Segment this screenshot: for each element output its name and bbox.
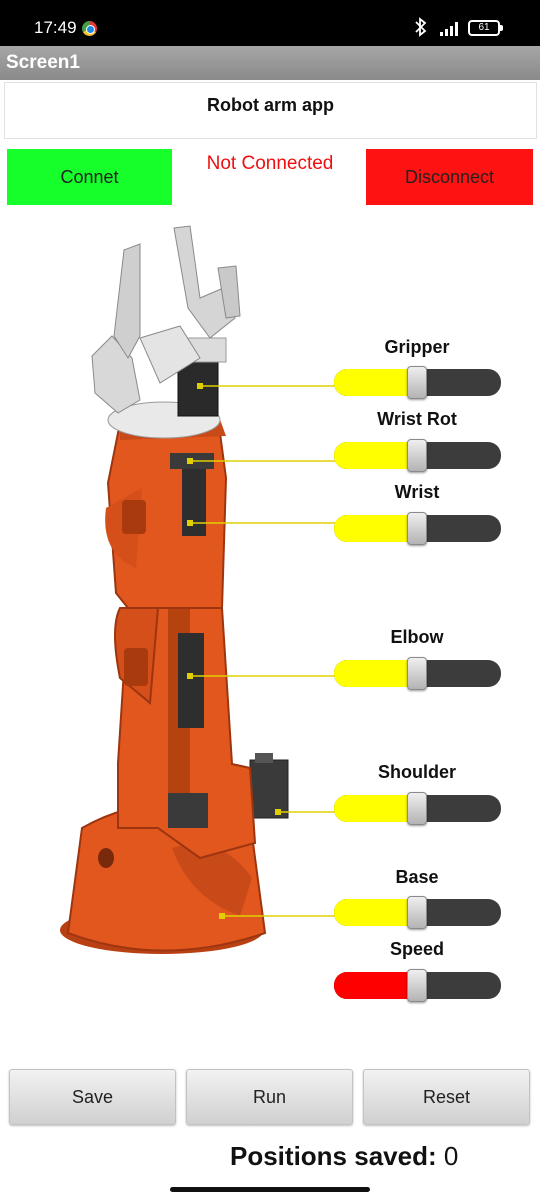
slider-fill: [334, 795, 418, 822]
battery-icon: 61: [468, 20, 500, 36]
gripper-slider[interactable]: [334, 369, 501, 396]
elbow-slider[interactable]: [334, 660, 501, 687]
slider-fill: [334, 899, 418, 926]
shoulder-slider[interactable]: [334, 795, 501, 822]
screen-title: Screen1: [6, 52, 80, 73]
status-time: 17:49: [34, 18, 77, 37]
wrist-rot-slider[interactable]: [334, 442, 501, 469]
slider-thumb[interactable]: [407, 439, 427, 472]
slider-thumb[interactable]: [407, 792, 427, 825]
slider-thumb[interactable]: [407, 366, 427, 399]
status-bar: [0, 0, 540, 46]
screen-title-bar: [0, 46, 540, 80]
positions-saved-count: 0: [443, 1141, 459, 1171]
disconnect-button[interactable]: Disconnect: [366, 149, 533, 205]
connection-status: Not Connected: [206, 153, 334, 174]
wrist-label: Wrist: [394, 482, 440, 502]
elbow-label: Elbow: [390, 627, 444, 647]
speed-label: Speed: [389, 939, 445, 959]
slider-fill: [334, 972, 418, 999]
slider-fill: [334, 369, 418, 396]
app-title: Robot arm app: [4, 82, 537, 139]
wrist-slider[interactable]: [334, 515, 501, 542]
base-slider[interactable]: [334, 899, 501, 926]
signal-icon: [440, 20, 462, 36]
save-button[interactable]: Save: [9, 1069, 176, 1125]
speed-slider[interactable]: [334, 972, 501, 999]
slider-thumb[interactable]: [407, 969, 427, 1002]
gripper-label: Gripper: [384, 337, 450, 357]
slider-thumb[interactable]: [407, 896, 427, 929]
nav-bar: [0, 1174, 540, 1200]
shoulder-label: Shoulder: [377, 762, 456, 782]
robot-arm-image: [40, 208, 360, 1008]
home-gesture-handle[interactable]: [170, 1187, 370, 1192]
positions-saved: [230, 1141, 458, 1172]
slider-thumb[interactable]: [407, 512, 427, 545]
bluetooth-icon: [414, 17, 428, 37]
wrist-rot-label: Wrist Rot: [377, 409, 457, 429]
slider-thumb[interactable]: [407, 657, 427, 690]
slider-fill: [334, 660, 418, 687]
slider-fill: [334, 442, 418, 469]
reset-button[interactable]: Reset: [363, 1069, 530, 1125]
slider-fill: [334, 515, 418, 542]
connect-button[interactable]: Connet: [7, 149, 172, 205]
positions-saved-label: Positions saved:: [230, 1141, 437, 1171]
chrome-icon: [82, 21, 97, 36]
base-label: Base: [395, 867, 439, 887]
run-button[interactable]: Run: [186, 1069, 353, 1125]
